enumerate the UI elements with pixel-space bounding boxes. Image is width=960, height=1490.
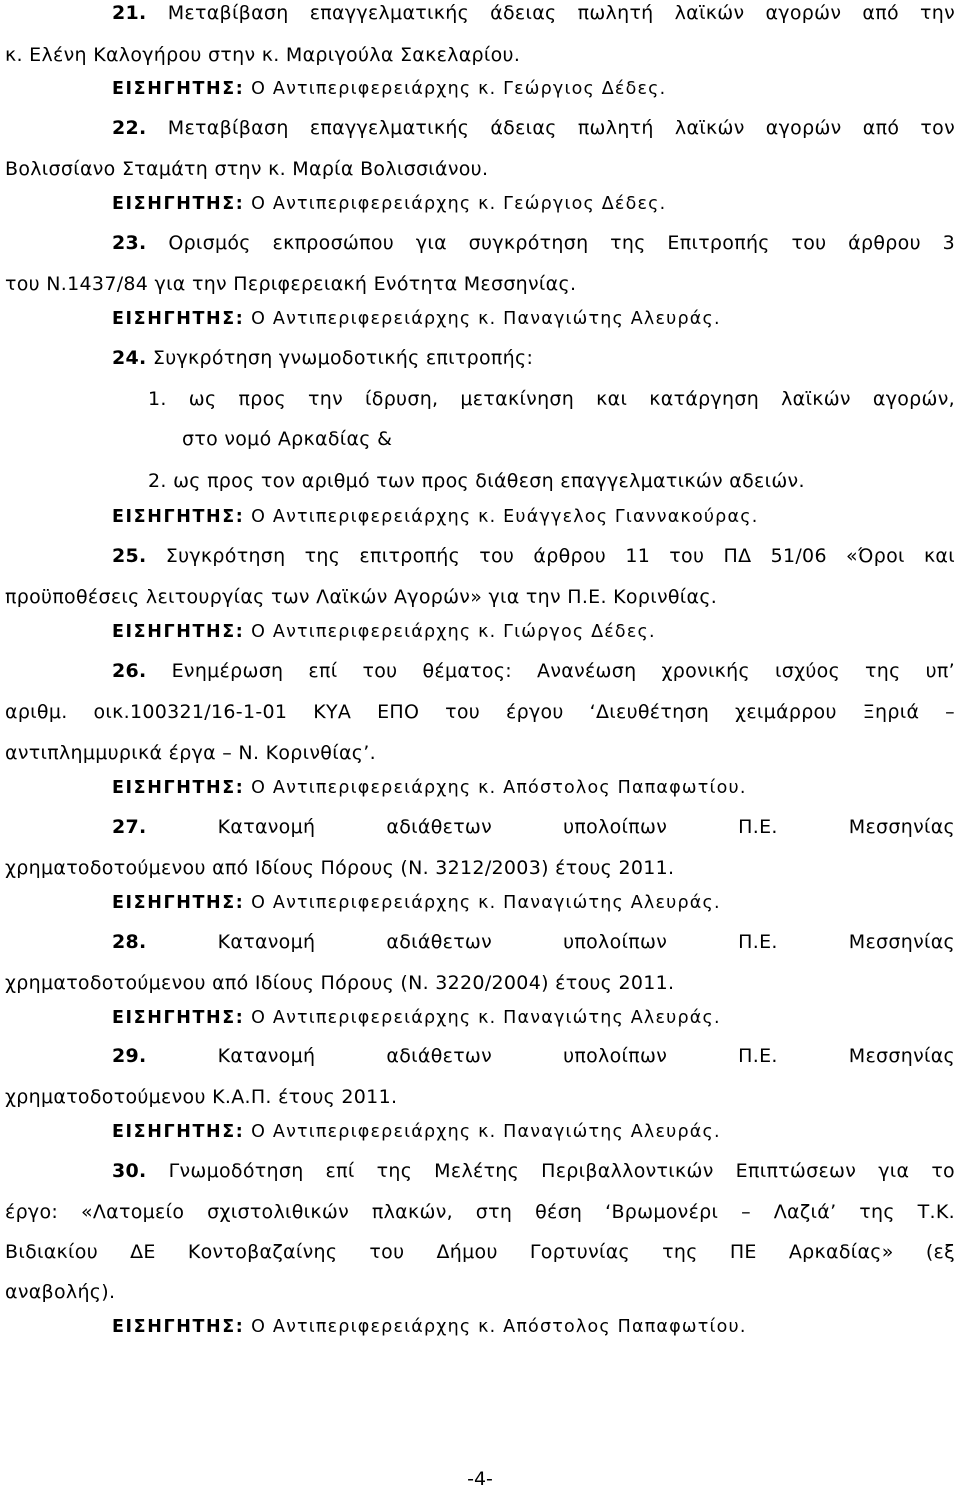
item-number: 30. [112,1160,147,1182]
item-text: Κατανομή αδιάθετων υπολοίπων Π.Ε. Μεσσηνίας [217,816,956,838]
item-text: Συγκρότηση της επιτροπής του άρθρου 11 του ΠΔ 51/06 «Όροι και [165,545,955,567]
reporter-name: Ο Αντιπεριφερειάρχης κ. Γιώργος Δέδες. [251,622,656,642]
item-number: 29. [112,1045,147,1067]
reporter-label: ΕΙΣΗΓΗΤΗΣ: [112,778,245,798]
reporter-label: ΕΙΣΗΓΗΤΗΣ: [112,194,245,214]
reporter-label: ΕΙΣΗΓΗΤΗΣ: [112,1122,245,1142]
item-30-line-2: έργο: «Λατομείο σχιστολιθικών πλακών, στη θέση ‘Βρωμονέρι – Λαζιά’ της Τ.Κ. [5,1201,955,1223]
reporter-label: ΕΙΣΗΓΗΤΗΣ: [112,309,245,329]
reporter-label: ΕΙΣΗΓΗΤΗΣ: [112,893,245,913]
item-text: Κατανομή αδιάθετων υπολοίπων Π.Ε. Μεσσηνίας [217,931,956,953]
item-text: Συγκρότηση γνωμοδοτικής επιτροπής: [152,347,534,369]
reporter-label: ΕΙΣΗΓΗΤΗΣ: [112,1317,245,1337]
item-number: 27. [112,816,147,838]
item-27-line-1 [112,818,955,837]
item-30-line-3: Βιδιακίου ΔΕ Κοντοβαζαίνης του Δήμου Γορτυνίας της ΠΕ Αρκαδίας» (εξ [5,1241,955,1263]
reporter-name: Ο Αντιπεριφερειάρχης κ. Παναγιώτης Αλευράς. [251,1122,721,1142]
item-24-sub-2: 2. ως προς τον αριθμό των προς διάθεση επαγγελματικών αδειών. [148,470,805,492]
item-27-line-2: χρηματοδοτούμενου από Ιδίους Πόρους (Ν. 3212/2003) έτους 2011. [5,857,675,879]
item-text: Κατανομή αδιάθετων υπολοίπων Π.Ε. Μεσσηνίας [217,1045,956,1067]
item-30-line-1 [112,1162,955,1181]
item-number: 21. [112,2,147,24]
item-29-line-1 [112,1047,955,1066]
reporter-label: ΕΙΣΗΓΗΤΗΣ: [112,622,245,642]
item-24-reporter [112,509,758,527]
item-22-line-2: Βολισσίανο Σταμάτη στην κ. Μαρία Βολισσιάνου. [5,158,489,180]
item-23-reporter [112,311,721,329]
item-23-line-1 [112,234,955,253]
item-30-reporter [112,1319,747,1337]
reporter-name: Ο Αντιπεριφερειάρχης κ. Γεώργιος Δέδες. [251,194,667,214]
item-24-sub-1: 1. ως προς την ίδρυση, μετακίνηση και κατάργηση λαϊκών αγορών, [148,388,955,410]
item-21-line-2: κ. Ελένη Καλογήρου στην κ. Μαριγούλα Σακελαρίου. [5,44,521,66]
item-30-line-4: αναβολής). [5,1281,116,1303]
reporter-label: ΕΙΣΗΓΗΤΗΣ: [112,79,245,99]
item-text: Γνωμοδότηση επί της Μελέτης Περιβαλλοντικών Επιπτώσεων για το [168,1160,955,1182]
page-number: -4- [467,1468,493,1490]
item-25-line-1 [112,547,955,566]
item-number: 28. [112,931,147,953]
item-22-line-1 [112,119,955,138]
item-25-line-2: προϋποθέσεις λειτουργίας των Λαϊκών Αγορών» για την Π.Ε. Κορινθίας. [5,586,718,608]
item-number: 25. [112,545,147,567]
reporter-label: ΕΙΣΗΓΗΤΗΣ: [112,1008,245,1028]
reporter-name: Ο Αντιπεριφερειάρχης κ. Παναγιώτης Αλευράς. [251,309,721,329]
item-26-line-2: αριθμ. οικ.100321/16-1-01 ΚΥΑ ΕΠΟ του έργου ‘Διευθέτηση χειμάρρου Ξηριά – [5,701,955,723]
reporter-name: Ο Αντιπεριφερειάρχης κ. Παναγιώτης Αλευράς. [251,1008,721,1028]
reporter-name: Ο Αντιπεριφερειάρχης κ. Γεώργιος Δέδες. [251,79,667,99]
reporter-name: Ο Αντιπεριφερειάρχης κ. Ευάγγελος Γιαννακούρας. [251,507,759,527]
item-26-reporter [112,780,747,798]
item-28-reporter [112,1010,721,1028]
reporter-name: Ο Αντιπεριφερειάρχης κ. Απόστολος Παπαφωτίου. [251,778,747,798]
item-number: 22. [112,117,147,139]
item-21-reporter [112,81,666,99]
item-29-reporter [112,1124,721,1142]
item-text: Μεταβίβαση επαγγελματικής άδειας πωλητή λαϊκών αγορών από την [167,2,955,24]
item-24-line-1 [112,349,955,368]
item-number: 23. [112,232,147,254]
reporter-name: Ο Αντιπεριφερειάρχης κ. Παναγιώτης Αλευράς. [251,893,721,913]
reporter-name: Ο Αντιπεριφερειάρχης κ. Απόστολος Παπαφωτίου. [251,1317,747,1337]
item-28-line-1 [112,933,955,952]
item-26-line-1 [112,662,955,681]
item-number: 26. [112,660,147,682]
item-21-line-1 [112,4,955,23]
item-22-reporter [112,196,666,214]
item-29-line-2: χρηματοδοτούμενου Κ.Α.Π. έτους 2011. [5,1086,398,1108]
item-24-sub-1-cont: στο νομό Αρκαδίας & [182,428,393,450]
item-number: 24. [112,347,147,369]
item-23-line-2: του Ν.1437/84 για την Περιφερειακή Ενότητα Μεσσηνίας. [5,273,577,295]
item-25-reporter [112,624,656,642]
item-26-line-3: αντιπλημμυρικά έργα – Ν. Κορινθίας’. [5,742,376,764]
item-text: Μεταβίβαση επαγγελματικής άδειας πωλητή λαϊκών αγορών από τον [167,117,956,139]
item-28-line-2: χρηματοδοτούμενου από Ιδίους Πόρους (Ν. 3220/2004) έτους 2011. [5,972,675,994]
item-text: Ενημέρωση επί του θέματος: Ανανέωση χρονικής ισχύος της υπ’ [171,660,956,682]
item-27-reporter [112,895,721,913]
reporter-label: ΕΙΣΗΓΗΤΗΣ: [112,507,245,527]
item-text: Ορισμός εκπροσώπου για συγκρότηση της Επιτροπής του άρθρου 3 [168,232,955,254]
